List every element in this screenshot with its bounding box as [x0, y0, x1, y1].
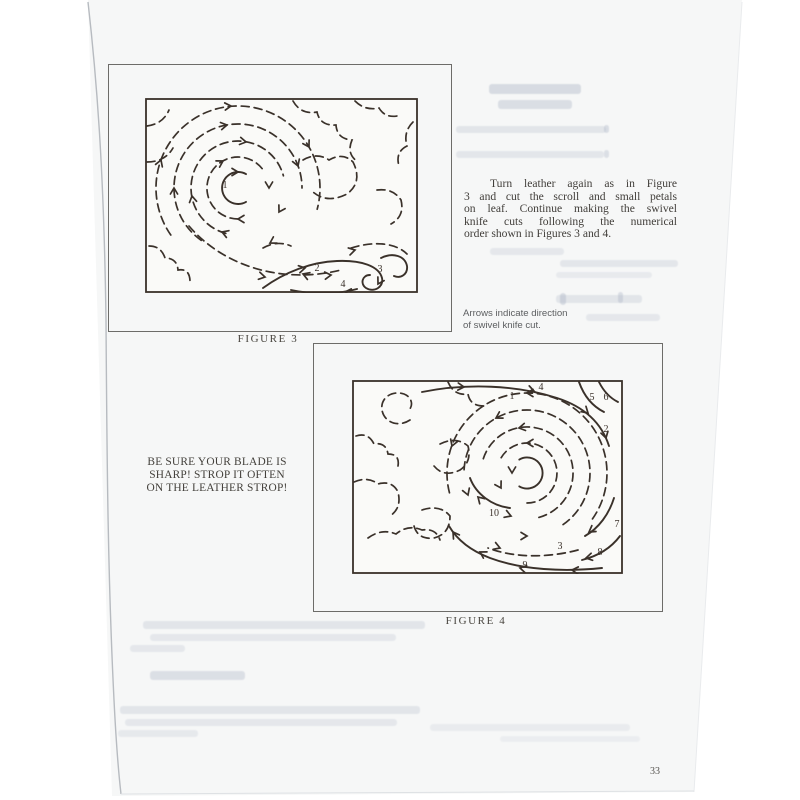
bleedthrough-ghost — [556, 272, 652, 278]
bleedthrough-ghost — [118, 730, 198, 737]
bleedthrough-ghost — [586, 314, 660, 321]
cut-order-number: 3 — [557, 540, 563, 552]
bleedthrough-ghost — [430, 724, 630, 731]
cut-order-number: 10 — [489, 507, 499, 519]
figure3-pattern — [145, 98, 418, 293]
bleedthrough-ghost — [120, 706, 420, 714]
bleedthrough-ghost — [456, 151, 604, 158]
bleedthrough-ghost — [560, 293, 566, 305]
bleedthrough-ghost — [489, 84, 581, 94]
text-line: BE SURE YOUR BLADE IS — [147, 456, 287, 468]
cut-order-number: 3 — [377, 263, 383, 275]
text-line: Turn leather again as in Figure — [490, 177, 677, 190]
bleedthrough-ghost — [150, 671, 245, 680]
bleedthrough-ghost — [498, 100, 572, 109]
cut-order-number: 1 — [222, 179, 228, 191]
cut-order-number: 5 — [589, 391, 595, 403]
page-number: 33 — [650, 766, 660, 777]
cut-order-number: 6 — [603, 391, 609, 403]
blade-callout — [117, 456, 317, 496]
text-line: on leaf. Continue making the swivel — [464, 202, 677, 216]
text-line: ON THE LEATHER STROP! — [146, 482, 288, 495]
cut-order-number: 2 — [603, 423, 609, 435]
bleedthrough-ghost — [604, 150, 609, 158]
bleedthrough-ghost — [618, 292, 623, 303]
cut-order-number: 7 — [614, 518, 620, 530]
cut-order-number: 1 — [509, 390, 515, 402]
bleedthrough-ghost — [125, 719, 397, 726]
figure3-caption: FIGURE 3 — [237, 333, 299, 345]
text-line: Arrows indicate direction — [463, 308, 568, 319]
bleedthrough-ghost — [130, 645, 185, 652]
cut-order-number: 2 — [314, 262, 320, 274]
cut-order-number: 9 — [522, 559, 528, 571]
text-line: 3 and cut the scroll and small petals — [464, 189, 677, 203]
cut-order-number: 8 — [597, 546, 603, 558]
figure4-caption: FIGURE 4 — [445, 615, 507, 627]
bleedthrough-ghost — [604, 125, 609, 133]
figure4-pattern — [352, 380, 623, 574]
text-line: knife cuts following the numerical — [464, 214, 677, 228]
cut-order-number: 4 — [538, 381, 544, 393]
text-line: SHARP! STROP IT OFTEN — [149, 469, 285, 482]
figure3-pattern-border — [146, 99, 417, 292]
bleedthrough-ghost — [556, 295, 642, 303]
instruction-paragraph — [464, 178, 677, 241]
bleedthrough-ghost — [150, 634, 396, 641]
bleedthrough-ghost — [500, 736, 640, 742]
arrows-note — [463, 308, 568, 331]
text-line: order shown in Figures 3 and 4. — [464, 227, 612, 241]
bleedthrough-ghost — [490, 248, 564, 255]
text-line: of swivel knife cut. — [463, 319, 541, 331]
bleedthrough-ghost — [456, 126, 606, 133]
cut-order-number: 4 — [340, 278, 346, 290]
bleedthrough-ghost — [560, 260, 678, 267]
